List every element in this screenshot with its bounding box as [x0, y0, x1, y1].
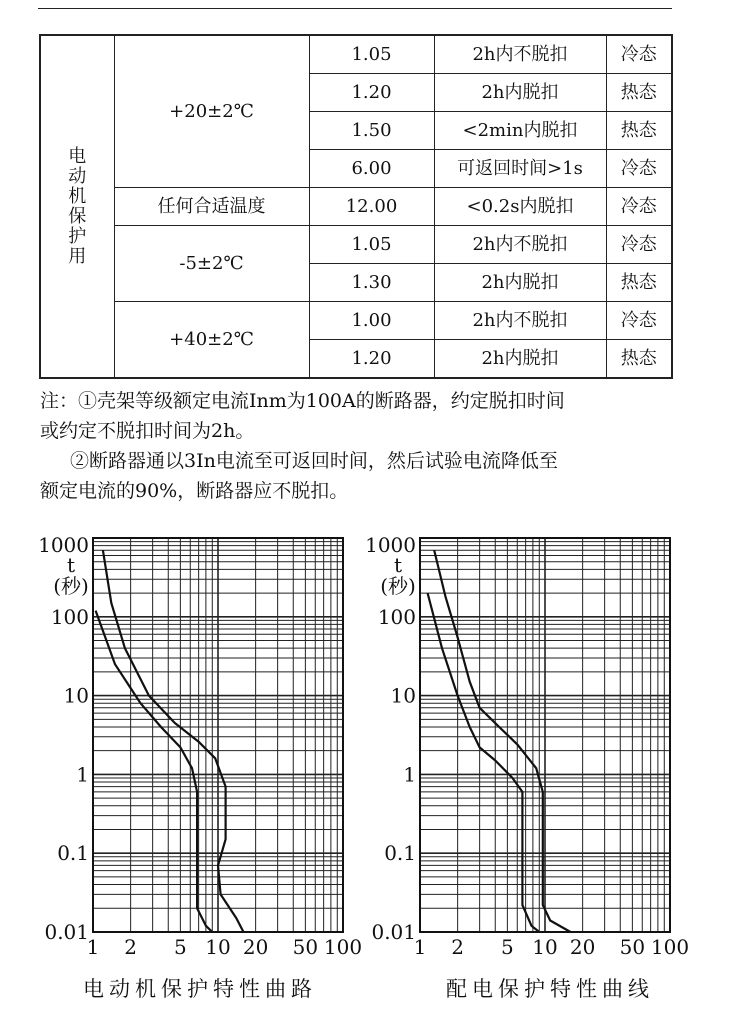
- x-tick-label: 100: [323, 935, 363, 959]
- x-tick-label: 50: [292, 935, 319, 959]
- y-axis-label: t: [66, 553, 76, 577]
- y-tick-label: 0.01: [371, 920, 416, 944]
- x-tick-label: 1: [413, 935, 427, 959]
- x-tick-label: 1: [86, 935, 100, 959]
- x-tick-label: 10: [205, 935, 231, 959]
- table-row: [40, 188, 672, 226]
- y-tick-label: 1: [403, 762, 416, 787]
- y-tick-label: 10: [63, 683, 89, 708]
- y-tick-label: 1: [76, 762, 89, 787]
- y-tick-label: 1000: [38, 533, 89, 557]
- current-multiple-cell: 1.30: [309, 264, 434, 302]
- temperature-cell: +20±2℃: [114, 35, 309, 188]
- top-rule: [38, 0, 672, 9]
- chart-panel: [365, 533, 689, 1001]
- thermal-state-cell: 热态: [606, 264, 672, 302]
- characteristic-curve: [434, 550, 570, 932]
- x-tick-label: 2: [124, 935, 137, 959]
- note-line: 额定电流的90%，断路器应不脱扣。: [40, 480, 349, 502]
- characteristic-curve: [96, 611, 213, 932]
- note-line: ②断路器通以3In电流至可返回时间，然后试验电流降低至: [70, 450, 558, 472]
- table-row: [40, 226, 672, 264]
- trip-time-cell: 2h内脱扣: [434, 74, 606, 112]
- thermal-state-cell: 冷态: [606, 188, 672, 226]
- note-line: 或约定不脱扣时间为2h。: [40, 420, 255, 442]
- y-tick-label: 100: [50, 604, 89, 629]
- thermal-state-cell: 冷态: [606, 226, 672, 264]
- y-tick-label: 1000: [365, 533, 416, 557]
- x-tick-label: 5: [501, 935, 514, 959]
- x-tick-label: 50: [619, 935, 646, 959]
- thermal-state-cell: 热态: [606, 74, 672, 112]
- x-tick-label: 10: [532, 935, 558, 959]
- trip-time-cell: <2min内脱扣: [434, 112, 606, 150]
- y-tick-label: 0.1: [384, 841, 416, 866]
- y-tick-label: 100: [377, 604, 416, 629]
- trip-time-cell: 2h内不脱扣: [434, 226, 606, 264]
- trip-time-cell: 2h内脱扣: [434, 340, 606, 379]
- current-multiple-cell: 1.50: [309, 112, 434, 150]
- trip-time-cell: 可返回时间>1s: [434, 150, 606, 188]
- x-tick-label: 20: [569, 935, 596, 959]
- thermal-state-cell: 热态: [606, 340, 672, 379]
- current-multiple-cell: 6.00: [309, 150, 434, 188]
- y-axis-label: t: [393, 553, 403, 577]
- current-multiple-cell: 1.20: [309, 74, 434, 112]
- current-multiple-cell: 1.05: [309, 35, 434, 74]
- thermal-state-cell: 冷态: [606, 35, 672, 74]
- y-axis-unit: (秒): [53, 574, 89, 598]
- category-cell: 电 动 机 保 护 用: [40, 35, 114, 378]
- current-multiple-cell: 12.00: [309, 188, 434, 226]
- characteristic-curves-figure: [0, 520, 730, 1034]
- table-row: [40, 302, 672, 340]
- chart-caption: 电动机保护特性曲路: [83, 977, 317, 1001]
- y-axis-unit: (秒): [380, 574, 416, 598]
- x-tick-label: 2: [451, 935, 464, 959]
- temperature-cell: -5±2℃: [114, 226, 309, 302]
- thermal-state-cell: 热态: [606, 112, 672, 150]
- table-row: [40, 35, 672, 74]
- characteristic-curve: [428, 593, 540, 932]
- y-tick-label: 0.1: [57, 841, 89, 866]
- x-tick-label: 100: [650, 935, 690, 959]
- chart-caption: 配电保护特性曲线: [446, 977, 654, 1001]
- current-multiple-cell: 1.05: [309, 226, 434, 264]
- x-tick-label: 5: [174, 935, 187, 959]
- note-line: 注：①壳架等级额定电流Inm为100A的断路器，约定脱扣时间: [40, 390, 565, 412]
- temperature-cell: 任何合适温度: [114, 188, 309, 226]
- protection-spec-table: [39, 34, 673, 379]
- x-tick-label: 20: [242, 935, 269, 959]
- temperature-cell: +40±2℃: [114, 302, 309, 379]
- current-multiple-cell: 1.00: [309, 302, 434, 340]
- trip-time-cell: <0.2s内脱扣: [434, 188, 606, 226]
- thermal-state-cell: 冷态: [606, 302, 672, 340]
- trip-time-cell: 2h内不脱扣: [434, 35, 606, 74]
- y-tick-label: 0.01: [44, 920, 89, 944]
- trip-time-cell: 2h内脱扣: [434, 264, 606, 302]
- current-multiple-cell: 1.20: [309, 340, 434, 379]
- trip-time-cell: 2h内不脱扣: [434, 302, 606, 340]
- chart-panel: [38, 533, 362, 1001]
- y-tick-label: 10: [390, 683, 416, 708]
- notes: [40, 386, 700, 506]
- thermal-state-cell: 冷态: [606, 150, 672, 188]
